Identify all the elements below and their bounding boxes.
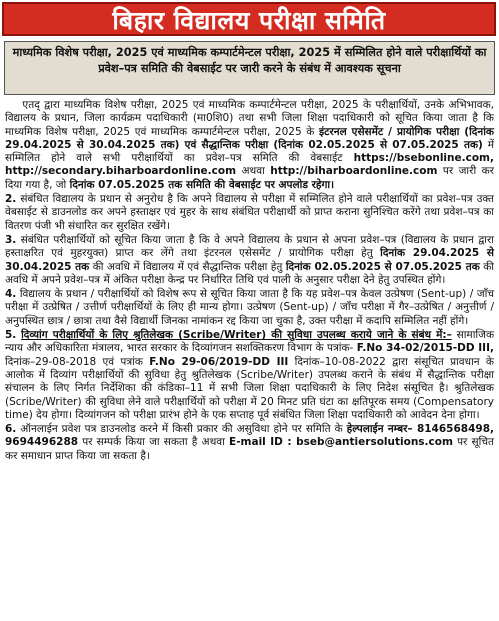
para1-text-4: पर जारी कर दिया गया है, जो — [5, 165, 494, 191]
para1-text-3: अथवा — [236, 165, 271, 178]
para6-number: 6. — [5, 423, 17, 436]
para1-text-2: में सम्मिलित होने वाले सभी परीक्षार्थियों का प्रवेश–पत्र समिति की वेबसाईट — [5, 138, 494, 165]
paragraph-5 — [5, 329, 494, 422]
para3-text-1: संबंधित परीक्षार्थियों को सूचित किया जाता है कि वे अपने विद्यालय के प्रधान से अपना प्रवेश–पत्र (विद्यालय के प्रधान द्वारा हस्ताक्षरित एवं मुहरयुक्त) प्राप्त कर लेंगे तथा इंटरनल एसेसमेंट / प्रायोगिक परीक्षा हेतु — [5, 233, 494, 260]
para1-exam-dates: इंटरनल एसेसमेंट / प्रायोगिक परीक्षा (दिनांक 29.04.2025 से 30.04.2025 तक) एवं सैद्धान्तिक परीक्षा (दिनांक 02.05.2025 से 07.05.2025 तक) — [5, 125, 494, 151]
para4-number: 4. — [5, 288, 17, 301]
para6-text-1: ऑनलाईन प्रवेश पत्र डाउनलोड करने में किसी प्रकार की असुविधा होने पर समिति के — [16, 423, 347, 436]
para5-text-1: सामाजिक न्याय और अधिकारिता मंत्रालय, भारत सरकार के दिव्यांगजन सशक्तिकरण विभाग के पत्रांक- — [5, 329, 495, 355]
website-link-2[interactable]: http://biharboardonline.com — [270, 165, 438, 178]
helpline-numbers: हेल्पलाईन नम्बर– 8146568498, 9694496288 — [5, 423, 494, 449]
paragraph-4 — [5, 288, 494, 328]
para5-letter-ref-1: F.No 34-02/2015-DD III, — [356, 342, 494, 355]
para3-text-3: की अवधि में अपने प्रवेश–पत्र में अंकित परीक्षा केन्द्र पर निर्धारित तिथि एवं पाली के अनुसार परीक्षा देने हेतु उपस्थित होंगे। — [5, 260, 494, 286]
para5-number: 5. — [5, 329, 17, 342]
para3-theory-dates: दिनांक 02.05.2025 से 07.05.2025 तक — [285, 260, 480, 273]
para1-upload-deadline: दिनांक 07.05.2025 तक समिति की वेबसाईट पर अपलोड रहेगा। — [69, 178, 335, 191]
para4-text: विद्यालय के प्रधान / परीक्षार्थियों को विशेष रूप से सूचित किया जाता है कि यह प्रवेश–पत्र केवल उत्प्रेषण (Sent-up) / जाँच परीक्षा में उत्प्रेषित / उत्तीर्ण परीक्षार्थियों के लिए ही मान्य होगा। उत्प्रेषण (Sent-up) / जाँच परीक्षा में गैर–उत्प्रेषित / अनुत्तीर्ण / अनुपस्थित छात्र / छात्रा तथा वैसे विद्यार्थी जिनका नामांकन रद्द किया जा चुका है, उक्त परीक्षा में कदापि सम्मिलित नहीं होंगे। — [5, 288, 494, 327]
website-link-1[interactable]: https://bsebonline.com, http://secondary.biharboardonline.com — [5, 152, 494, 178]
notice-subject: माध्यमिक विशेष परीक्षा, 2025 एवं माध्यमिक कम्पार्टमेन्टल परीक्षा, 2025 में सम्मिलित होने वाले परीक्षार्थियों का प्रवेश–पत्र समिति की वेबसाईट पर जारी करने के संबंध में आवश्यक सूचना — [4, 41, 495, 95]
paragraph-1 — [5, 99, 494, 192]
para5-text-2: दिनांक–29-08-2018 एवं पत्रांक — [5, 355, 150, 368]
para3-number: 3. — [5, 233, 17, 246]
para6-text-3: पर सूचित कर समाधान प्राप्त किया जा सकता है। — [5, 436, 494, 462]
paragraph-3 — [5, 234, 494, 287]
paragraph-2 — [5, 193, 494, 233]
paragraph-6 — [5, 423, 494, 463]
para2-text: संबंधित विद्यालय के प्रधान से अनुरोध है कि अपने विद्यालय से परीक्षा में सम्मिलित होने वाले परीक्षार्थियों का प्रवेश–पत्र उक्त वेबसाईट से डाउनलोड कर अपने हस्ताक्षर एवं मुहर के साथ संबंधित परीक्षार्थी को प्राप्त कराना सुनिश्चित करेंगे तथा प्रवेश–पत्र का वितरण पंजी भी संधारित कर सुरक्षित रखेंगे। — [5, 193, 494, 232]
para3-text-2: की अवधि में विद्यालय में एवं सैद्धान्तिक परीक्षा हेतु — [89, 260, 286, 273]
notice-body — [5, 99, 494, 464]
para5-text-3: दिनांक–10-08-2022 द्वारा संसूचित प्रावधान के आलोक में दिव्यांग परीक्षार्थियों की सुविधा हेतु श्रुतिलेखक (Scribe/Writer) उपलब्ध कराने के संबंध में सैद्धान्तिक परीक्षा संचालन के लिए निर्गत निर्देशिका की कंडिका–11 में सभी जिला शिक्षा पदाधिकारी के लिए निदेश संसूचित है। श्रुतिलेखक (Scribe/Writer) की सुविधा लेने वाले परीक्षार्थियों को परीक्षा में 20 मिनट प्रति घंटा का क्षतिपूरक समय (Compensatory time) देय होगा। दिव्यांगजन को परीक्षा प्रारंभ होने के एक सप्ताह पूर्व संबंधित जिला शिक्षा पदाधिकारी को आवेदन देना होगा। — [5, 355, 494, 421]
para5-letter-ref-2: F.No 29-06/2019-DD III — [149, 355, 289, 368]
para2-number: 2. — [5, 193, 17, 206]
para5-heading: दिव्यांग परीक्षार्थियों के लिए श्रुतिलेखक (Scribe/Writer) की सुविधा उपलब्ध कराये जाने के संबंध में:– — [21, 329, 452, 342]
para1-text-1: एतद् द्वारा माध्यमिक विशेष परीक्षा, 2025 एवं माध्यमिक कम्पार्टमेन्टल परीक्षा, 2025 के परीक्षार्थियों, उनके अभिभावक, विद्यालय के प्रधान, जिला कार्यक्रम पदाधिकारी (मा0शि0) तथा सभी जिला शिक्षा पदाधिकारी को सूचित किया जाता है कि माध्यमिक विशेष परीक्षा, 2025 एवं माध्यमिक कम्पार्टमेन्टल परीक्षा, 2025 के — [5, 99, 494, 138]
support-email[interactable]: E-mail ID : bseb@antiersolutions.com — [229, 436, 453, 449]
para6-text-2: पर सम्पर्क किया जा सकता है अथवा — [78, 436, 230, 449]
para3-practical-dates: दिनांक 29.04.2025 से 30.04.2025 तक — [5, 247, 494, 273]
board-title-banner: बिहार विद्यालय परीक्षा समिति — [2, 2, 496, 36]
